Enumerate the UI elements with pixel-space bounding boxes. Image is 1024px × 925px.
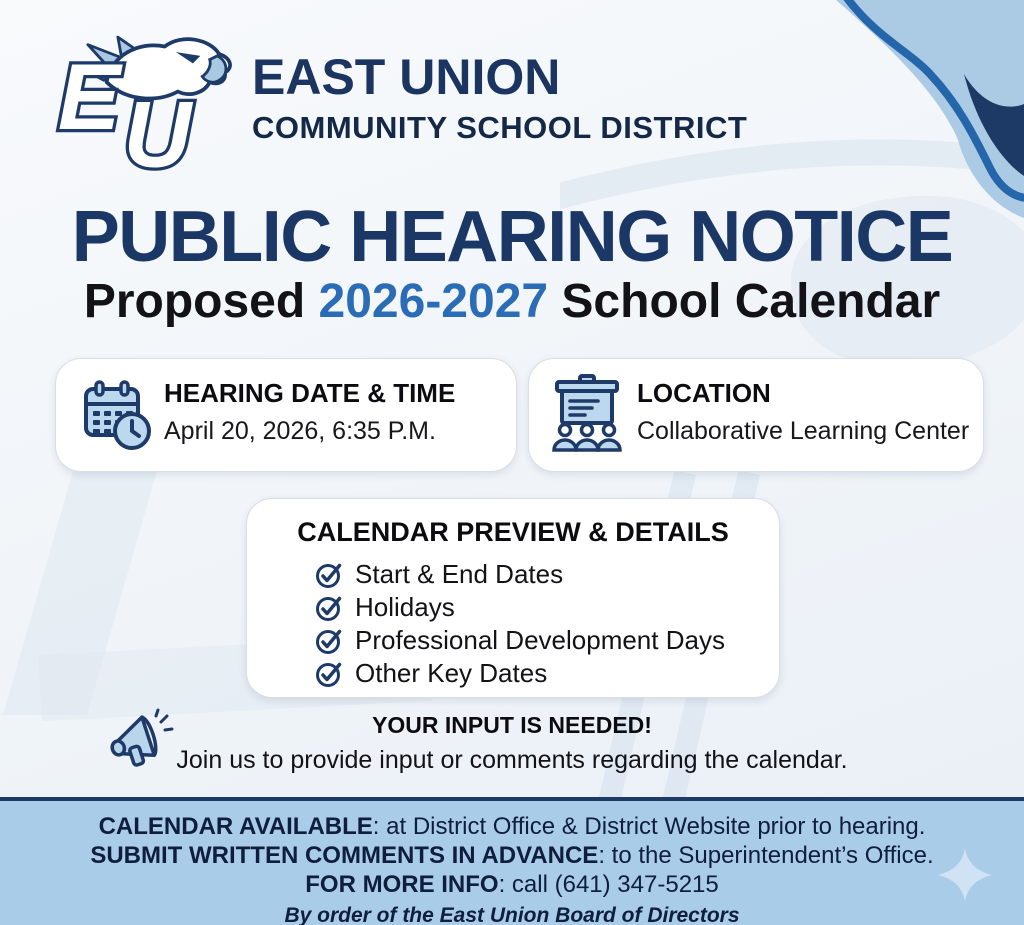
footer-label: CALENDAR AVAILABLE — [98, 813, 373, 840]
calendar-preview-list — [315, 558, 779, 690]
location-card-title: LOCATION — [637, 378, 771, 408]
subtitle-prefix: Proposed — [83, 275, 319, 328]
location-card-value: Collaborative Learning Center — [637, 416, 970, 445]
footer-label: FOR MORE INFO — [305, 871, 499, 898]
hearing-date-card — [55, 358, 517, 472]
district-name-block — [252, 49, 748, 146]
check-circle-icon — [315, 594, 343, 622]
subtitle-years: 2026-2027 — [318, 275, 549, 328]
list-item — [315, 558, 779, 591]
footer-line-calendar-available — [0, 812, 1024, 841]
preview-item-label: Professional Development Days — [355, 625, 725, 655]
list-item — [315, 624, 779, 657]
location-card-text — [637, 377, 969, 446]
page-title: PUBLIC HEARING NOTICE — [71, 197, 953, 277]
input-needed-title: YOUR INPUT IS NEEDED! — [372, 712, 652, 738]
subtitle-suffix: School Calendar — [548, 275, 941, 328]
hearing-card-text — [164, 377, 455, 446]
preview-item-label: Holidays — [355, 592, 455, 622]
footer-text: : call (641) 347-5215 — [498, 871, 719, 898]
preview-item-label: Other Key Dates — [355, 658, 548, 688]
footer-label: SUBMIT WRITTEN COMMENTS IN ADVANCE — [90, 842, 599, 869]
district-title: EAST UNION — [252, 49, 561, 105]
hearing-card-title: HEARING DATE & TIME — [164, 378, 456, 408]
presentation-audience-icon — [549, 373, 625, 458]
district-logo — [48, 24, 244, 174]
check-circle-icon — [315, 561, 343, 589]
footer-line-more-info — [0, 870, 1024, 899]
calendar-preview-card — [246, 498, 780, 698]
page-subtitle — [0, 274, 1024, 329]
input-needed-section — [0, 712, 1024, 775]
list-item — [315, 591, 779, 624]
sparkle-icon — [936, 846, 994, 904]
footer-text: : to the Superintendent’s Office. — [598, 842, 934, 869]
location-card — [528, 358, 984, 472]
calendar-clock-icon — [76, 375, 156, 458]
calendar-preview-title: CALENDAR PREVIEW & DETAILS — [297, 517, 729, 547]
logo-letter-u: U — [123, 81, 192, 174]
footer-line-submit-comments — [0, 841, 1024, 870]
check-circle-icon — [315, 660, 343, 688]
check-circle-icon — [315, 627, 343, 655]
logo-letter-e: E — [57, 44, 121, 149]
preview-item-label: Start & End Dates — [355, 559, 564, 589]
footer-byline: By order of the East Union Board of Directors — [284, 904, 740, 925]
input-needed-text: Join us to provide input or comments regarding the calendar. — [176, 746, 848, 774]
list-item — [315, 657, 779, 690]
footer-text: : at District Office & District Website prior to hearing. — [372, 813, 926, 840]
district-subtitle: COMMUNITY SCHOOL DISTRICT — [252, 110, 748, 145]
hearing-card-value: April 20, 2026, 6:35 P.M. — [164, 416, 436, 445]
footer-band — [0, 797, 1024, 925]
